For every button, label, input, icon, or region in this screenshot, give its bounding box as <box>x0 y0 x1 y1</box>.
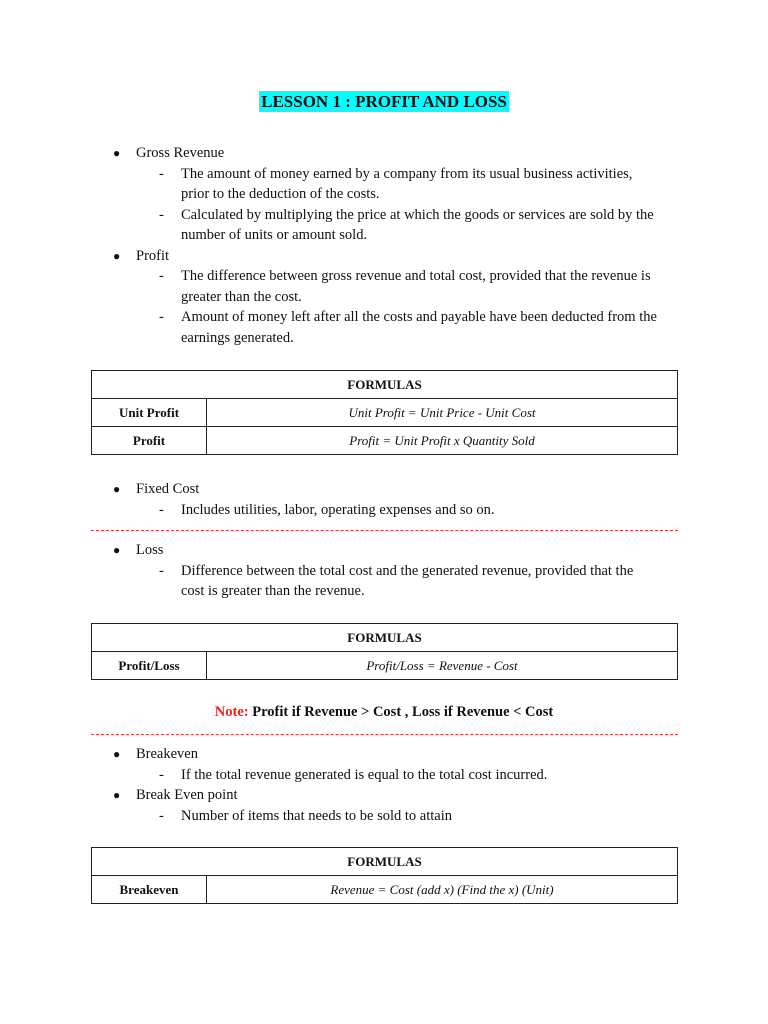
sub-text: If the total revenue generated is equal to the total cost incurred. <box>181 766 548 783</box>
sub-text: Difference between the total cost and the generated revenue, provided that the <box>181 562 634 579</box>
bullet-item <box>0 479 768 500</box>
note-label: Note: <box>214 704 249 720</box>
sub-text: The difference between gross revenue and total cost, provided that the revenue is <box>181 268 651 284</box>
table-row <box>92 427 678 455</box>
sub-text: Amount of money left after all the costs and payable have been deducted from the <box>181 309 657 325</box>
dash-icon: - <box>159 807 164 824</box>
sub-text: Includes utilities, labor, operating expenses and so on. <box>181 501 495 518</box>
sub-text: Calculated by multiplying the price at which the goods or services are sold by the <box>181 206 654 223</box>
sub-item <box>0 561 768 602</box>
note-text: Profit if Revenue > Cost , Loss if Revenue < Cost <box>248 704 554 720</box>
formula-label: Unit Profit <box>92 399 207 427</box>
section-breakeven <box>0 744 768 826</box>
sub-text: prior to the deduction of the costs. <box>181 186 380 202</box>
note <box>0 704 768 721</box>
table-row <box>92 876 678 904</box>
sub-item <box>0 765 768 786</box>
bullet-label: Gross Revenue <box>136 145 225 161</box>
bullet-dot-icon: ● <box>113 788 121 802</box>
formula-label: Profit <box>92 427 207 455</box>
bullet-item <box>0 785 768 806</box>
table-row <box>92 399 678 427</box>
dashed-divider <box>91 530 678 531</box>
bullet-label: Fixed Cost <box>136 481 200 497</box>
formula-label: Profit/Loss <box>92 652 207 680</box>
section-loss <box>0 540 768 602</box>
formulas-table-breakeven <box>91 847 678 904</box>
dash-icon: - <box>159 165 164 182</box>
dashed-divider <box>91 734 678 735</box>
sub-item <box>0 500 768 521</box>
sub-item <box>0 806 768 827</box>
dash-icon: - <box>159 501 164 518</box>
formulas-table-profit <box>91 370 678 455</box>
dash-icon: - <box>159 206 164 223</box>
bullet-label: Loss <box>136 542 164 558</box>
bullet-label: Breakeven <box>136 746 198 762</box>
bullet-label: Break Even point <box>136 787 238 803</box>
section-fixed-cost <box>0 479 768 520</box>
formulas-table-profit-loss <box>91 623 678 680</box>
dash-icon: - <box>159 268 164 284</box>
sub-item <box>0 164 768 205</box>
sub-text: The amount of money earned by a company from its usual business activities, <box>181 165 633 182</box>
bullet-dot-icon: ● <box>113 543 121 557</box>
dash-icon: - <box>159 309 164 325</box>
sub-text: earnings generated. <box>181 329 294 346</box>
sub-text: greater than the cost. <box>181 288 302 305</box>
dash-icon: - <box>159 766 164 783</box>
bullet-item <box>0 246 768 267</box>
sub-item <box>0 266 768 307</box>
formula-label: Breakeven <box>92 876 207 904</box>
table-row <box>92 652 678 680</box>
bullet-label: Profit <box>136 247 170 264</box>
page-title <box>0 92 768 112</box>
table-header: FORMULAS <box>92 848 678 876</box>
bullet-item <box>0 143 768 164</box>
sub-text: number of units or amount sold. <box>181 227 368 243</box>
table-header: FORMULAS <box>92 371 678 399</box>
page-title-text: LESSON 1 : PROFIT AND LOSS <box>261 92 507 111</box>
formula-value: Revenue = Cost (add x) (Find the x) (Unit) <box>207 876 678 904</box>
bullet-item <box>0 540 768 561</box>
formula-value: Profit/Loss = Revenue - Cost <box>207 652 678 680</box>
sub-item <box>0 205 768 246</box>
table-header: FORMULAS <box>92 624 678 652</box>
bullet-dot-icon: ● <box>113 482 121 496</box>
dash-icon: - <box>159 562 164 579</box>
formula-value: Profit = Unit Profit x Quantity Sold <box>207 427 678 455</box>
sub-text: cost is greater than the revenue. <box>181 583 365 599</box>
bullet-item <box>0 744 768 765</box>
bullet-dot-icon: ● <box>113 146 121 160</box>
section-revenue-profit <box>0 143 768 348</box>
sub-item <box>0 307 768 348</box>
sub-text: Number of items that needs to be sold to attain <box>181 807 453 824</box>
bullet-dot-icon: ● <box>113 747 121 761</box>
bullet-dot-icon: ● <box>113 248 121 263</box>
formula-value: Unit Profit = Unit Price - Unit Cost <box>207 399 678 427</box>
